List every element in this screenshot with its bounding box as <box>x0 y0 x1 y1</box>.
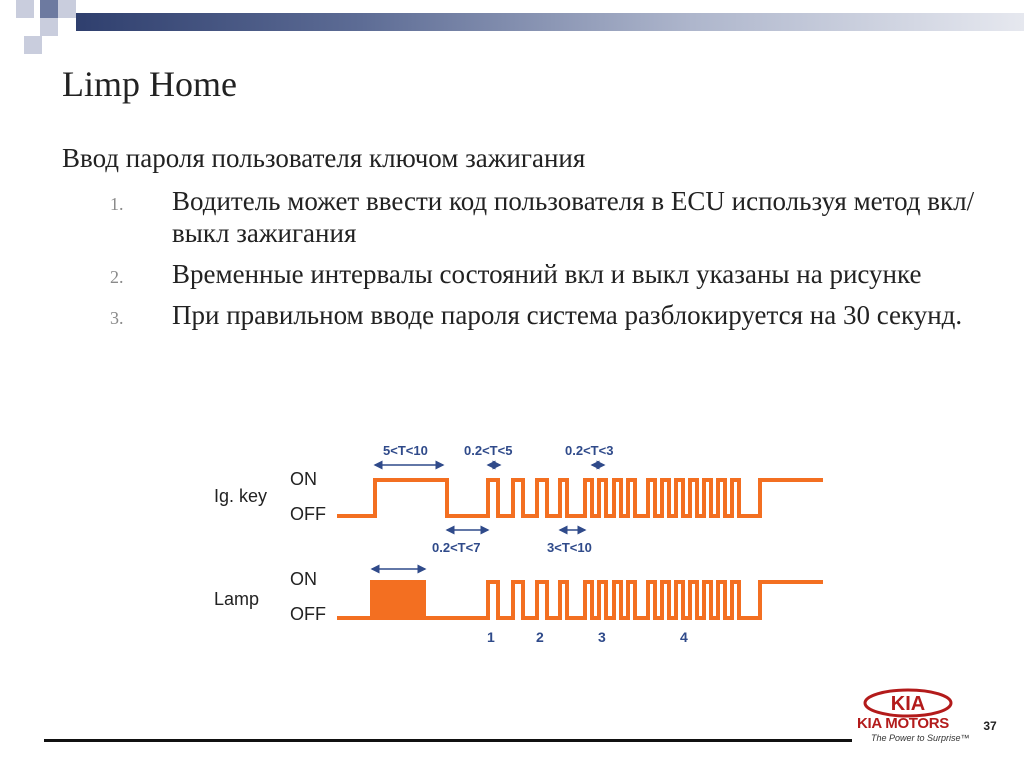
interval-label-02-5: 0.2<T<5 <box>464 443 513 458</box>
pulse-marker-1: 1 <box>487 629 495 645</box>
list-item <box>110 258 990 290</box>
list-item <box>110 185 990 249</box>
timing-diagram <box>200 430 840 650</box>
footer-divider <box>44 739 852 742</box>
ig-key-off-label: OFF <box>290 504 326 524</box>
pulse-marker-2: 2 <box>536 629 544 645</box>
ig-key-waveform <box>337 480 823 516</box>
corner-decoration <box>0 0 80 60</box>
slide-subtitle: Ввод пароля пользователя ключом зажигания <box>62 143 586 173</box>
list-item <box>110 299 990 331</box>
lamp-fast-blink-block <box>388 582 422 618</box>
brand-tagline: The Power to Surprise™ <box>871 733 970 743</box>
item-text: Водитель может ввести код пользователя в ECU используя метод вкл/выкл зажигания <box>172 186 975 248</box>
pulse-marker-3: 3 <box>598 629 606 645</box>
brand-name: KIA MOTORS <box>857 715 950 732</box>
interval-label-3-10: 3<T<10 <box>547 540 592 555</box>
pulse-marker-4: 4 <box>680 629 688 645</box>
interval-label-02-7: 0.2<T<7 <box>432 540 481 555</box>
interval-label-02-3: 0.2<T<3 <box>565 443 614 458</box>
item-text: Временные интервалы состояний вкл и выкл указаны на рисунке <box>172 259 922 289</box>
item-number: 2. <box>110 267 124 287</box>
item-number: 1. <box>110 194 124 214</box>
item-text: При правильном вводе пароля система разблокируется на 30 секунд. <box>172 300 963 330</box>
lamp-on-label: ON <box>290 569 317 589</box>
ig-key-label: Ig. key <box>214 486 268 506</box>
kia-logo-text: KIA <box>890 693 926 715</box>
lamp-off-label: OFF <box>290 604 326 624</box>
numbered-list <box>110 185 990 340</box>
slide-title: Limp Home <box>62 64 237 104</box>
item-number: 3. <box>110 308 124 328</box>
page-number: 37 <box>983 719 997 733</box>
header-gradient-bar <box>76 13 1024 31</box>
interval-label-5-10: 5<T<10 <box>383 443 428 458</box>
kia-logo <box>862 688 954 718</box>
lamp-label: Lamp <box>214 589 260 609</box>
ig-key-on-label: ON <box>290 469 317 489</box>
